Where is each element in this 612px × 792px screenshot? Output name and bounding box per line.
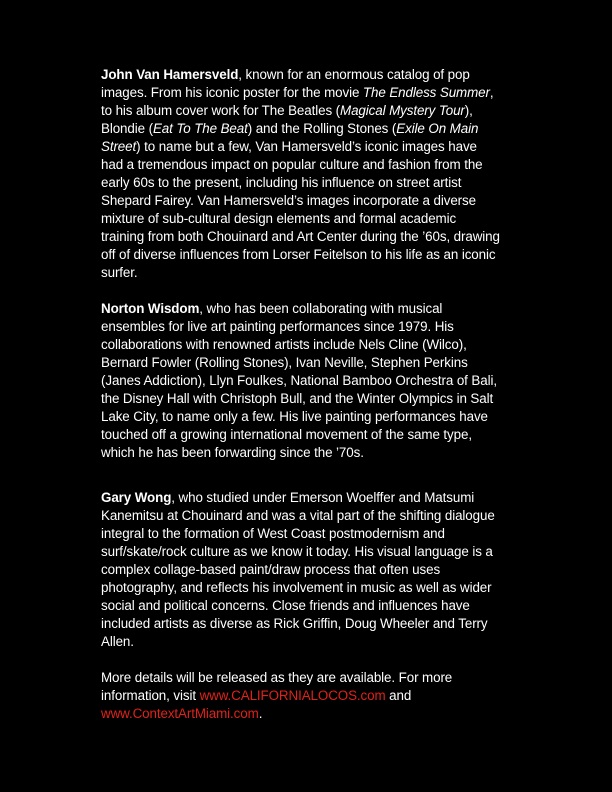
bio-text: , who has been collaborating with musical ensembles for live art painting performances since 1979. His collaborations with renowned artists include Nels Cline (Wilco), Bernard Fowler (Rolling Stones), Ivan Neville, Stephen Perkins (Janes Addiction), Llyn Foulkes, National Bamboo Orchestra of Bali, the Disney Hall with Christoph Bull, and the Winter Olympics in Salt Lake City, to name only a few. His live painting performances have touched off a growing international movement of the same type, which he has been forwarding since the ’70s. [101, 301, 497, 460]
bio-text: , to his album cover work for The Beatles ( [101, 85, 494, 118]
bio-text: , who studied under Emerson Woelffer and Matsumi Kanemitsu at Chouinard and was a vital part of the shifting dialogue integral to the formation of West Coast postmodernism and surf/skate/rock culture as we know it today. His visual language is a complex collage-based paint/draw process that often uses photography, and reflects his involvement in music as well as wider social and political concerns. Close friends and influences have included artists as diverse as Rick Griffin, Doug Wheeler and Terry Allen. [101, 490, 495, 649]
closing-connector: and [385, 688, 412, 703]
closing-paragraph [101, 669, 501, 723]
bio-text: ) to name but a few, Van Hamersveld’s iconic images have had a tremendous impact on popular culture and fashion from the early 60s to the present, including his influence on street artist Shepard Fairey. Van Hamersveld’s images incorporate a diverse mixture of sub-cultural design elements and formal academic training from both Chouinard and Art Center during the ’60s, drawing off of diverse influences from Lorser Feitelson to his life as an iconic surfer. [101, 139, 500, 280]
artist-paragraph-wong [101, 489, 501, 651]
closing-period: . [258, 706, 263, 721]
californialocos-link[interactable]: www.CALIFORNIALOCOS.com [199, 688, 386, 703]
artist-name: Norton Wisdom [101, 301, 200, 316]
artist-name: John Van Hamersveld [101, 67, 239, 82]
work-title: Eat To The Beat [152, 121, 248, 136]
artist-paragraph-van-hamersveld [101, 66, 501, 282]
bio-text: , known for an enormous catalog of pop images. From his iconic poster for the movie [101, 67, 470, 100]
closing-text: More details will be released as they are available. For more information, visit [101, 670, 453, 703]
bio-text: ) and the Rolling Stones ( [247, 121, 397, 136]
document-body [101, 66, 501, 723]
work-title: Magical Mystery Tour [340, 103, 465, 118]
bio-text: ), Blondie ( [101, 103, 473, 136]
contextartmiami-link[interactable]: www.ContextArtMiami.com [101, 706, 259, 721]
work-title: Exile On Main Street [101, 121, 479, 154]
work-title: The Endless Summer [362, 85, 490, 100]
artist-name: Gary Wong [101, 490, 172, 505]
artist-paragraph-wisdom [101, 300, 501, 462]
